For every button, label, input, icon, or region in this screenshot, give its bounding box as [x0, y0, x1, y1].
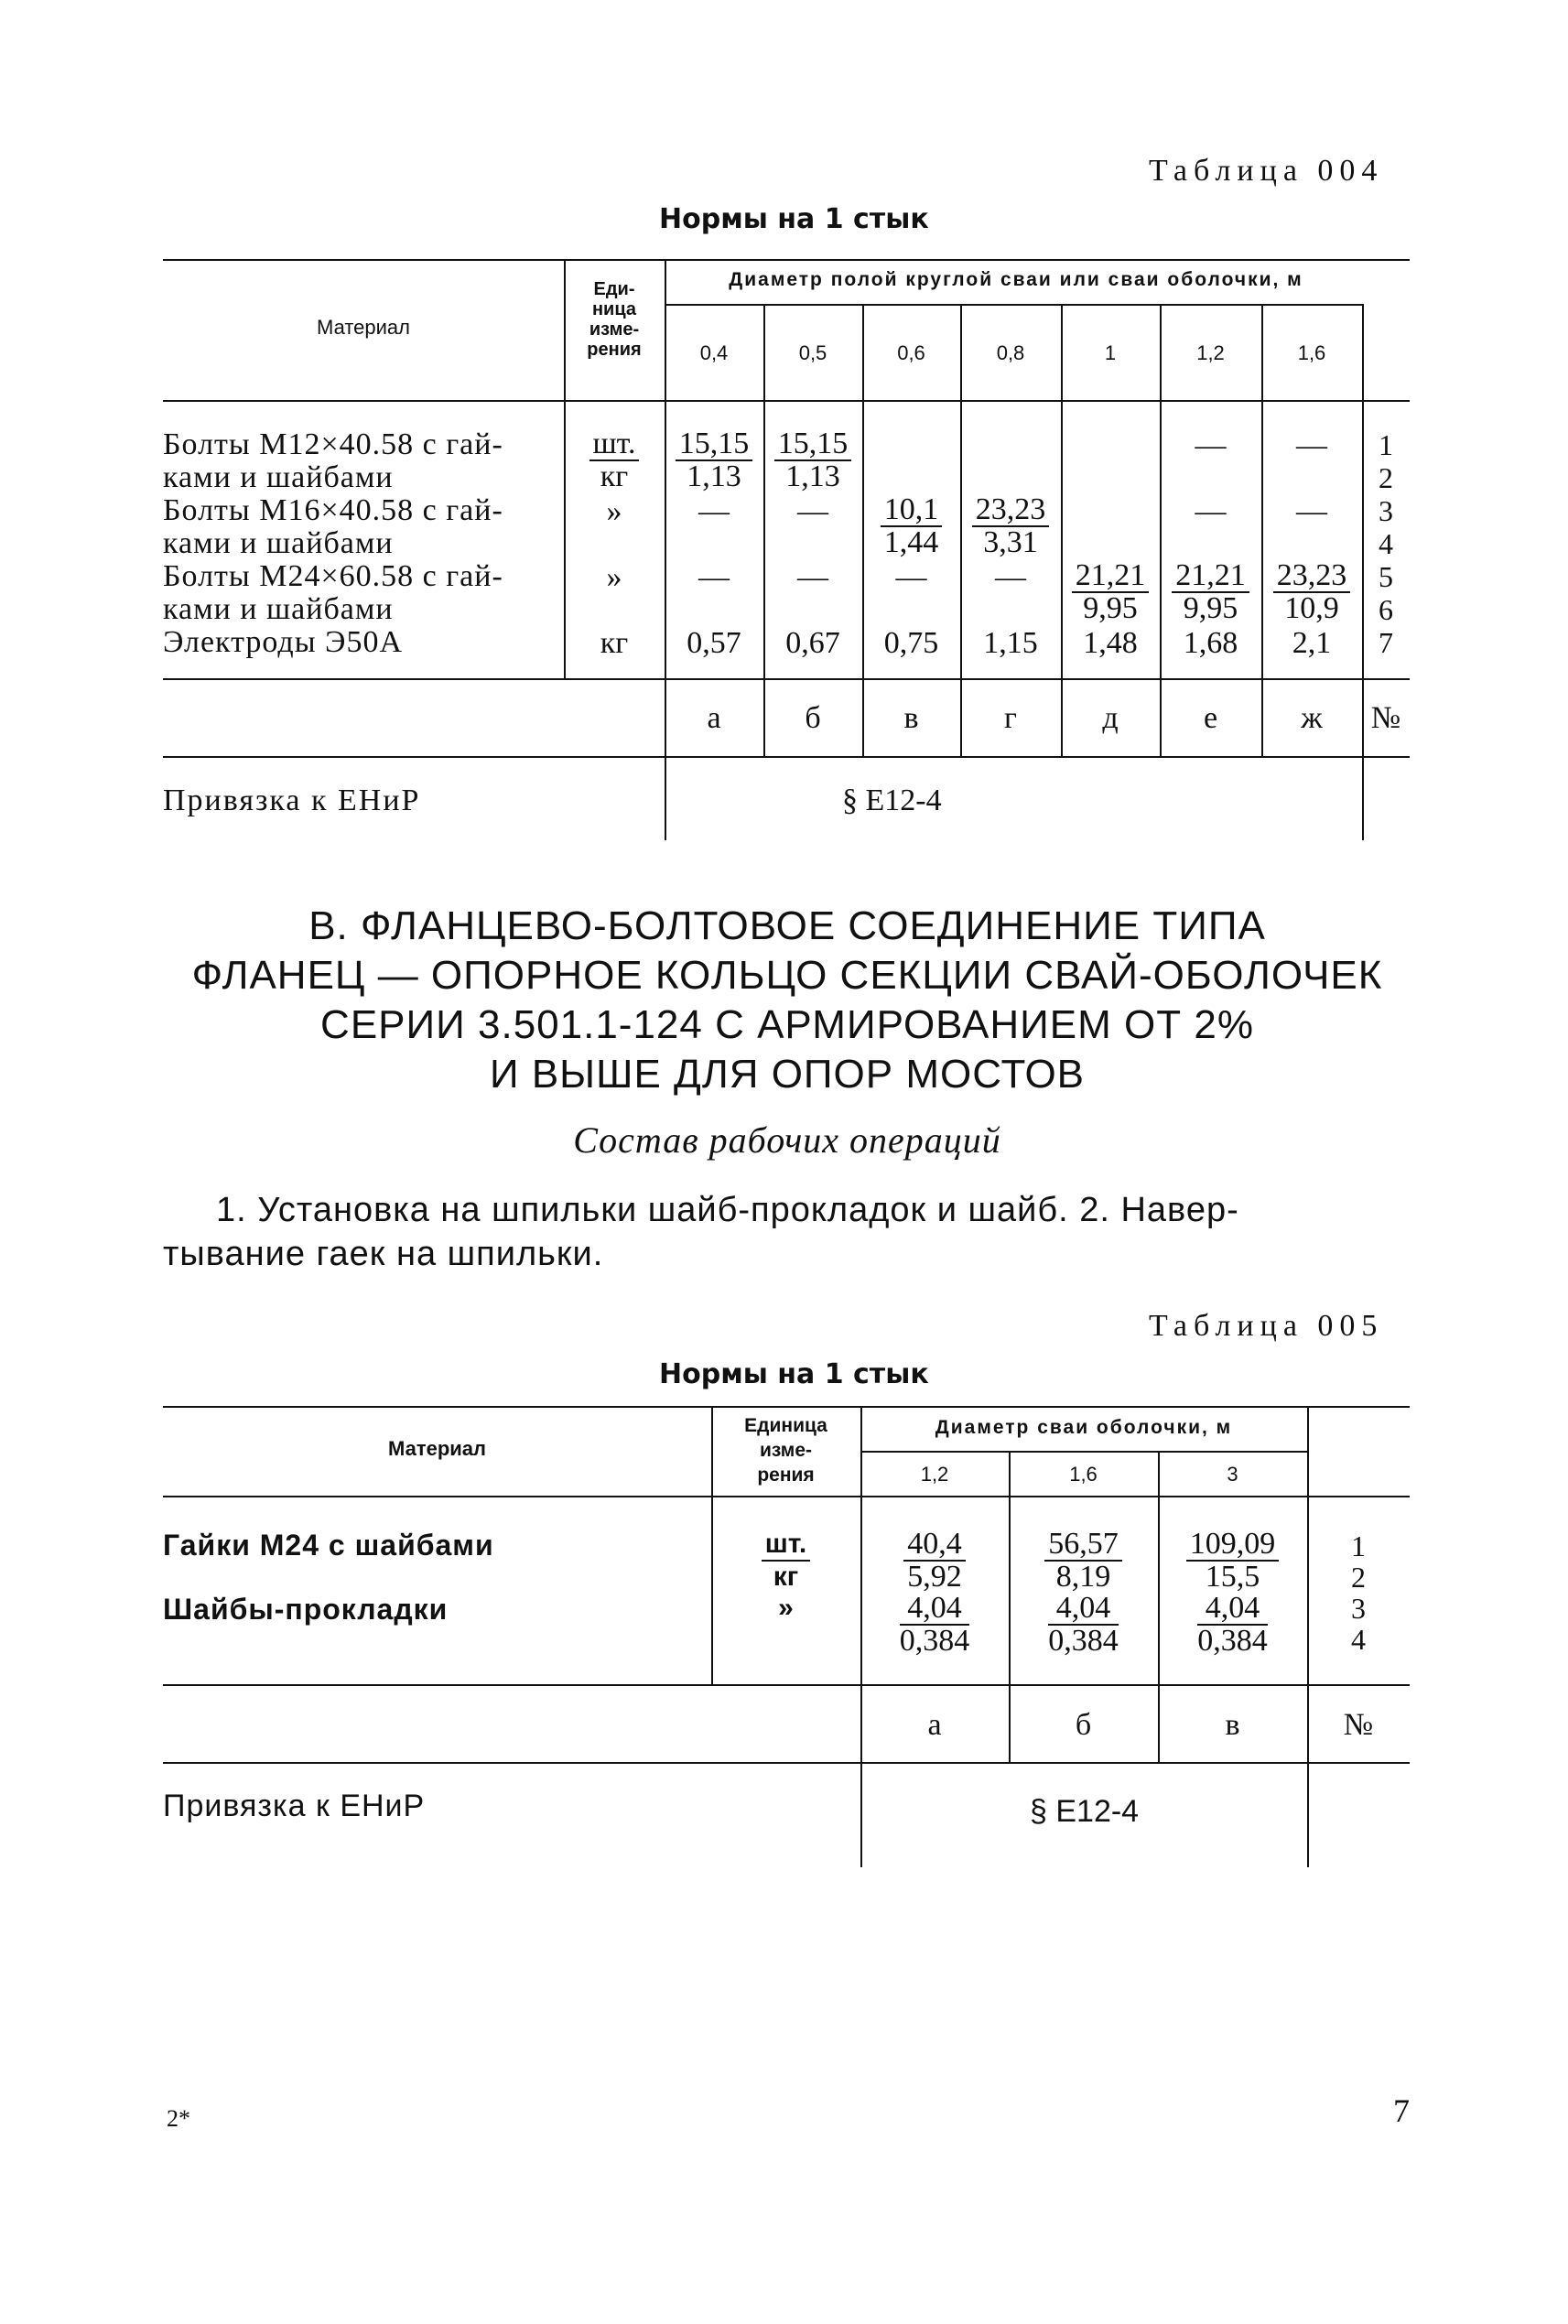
reference-value: § Е12-4 — [1030, 1794, 1140, 1829]
table-label: Таблица 005 — [1149, 1309, 1384, 1343]
diameter-5: 1,2 — [1196, 341, 1225, 364]
page-number: 7 — [1393, 2092, 1410, 2129]
b24-zh: $\frac{23,23}{10,9}$ — [1261, 560, 1362, 626]
diameter-0: 1,2 — [920, 1463, 949, 1486]
el-b: 0,67 — [785, 626, 840, 660]
val-v-top: $\frac{109,09}{15,5}$ — [1158, 1529, 1307, 1594]
body-bottom-border — [163, 678, 1410, 680]
b12-e: — — [1195, 428, 1227, 462]
operations-text: 1. Установка на шпильки шайб-прокладок и шайб. 2. Навер- тывание гаек на шпильки. — [163, 1191, 1239, 1273]
number-sign: № — [1370, 701, 1401, 735]
diameter-4: 1 — [1104, 341, 1117, 364]
b16-a: — — [698, 494, 730, 528]
b16-b: — — [797, 494, 828, 528]
table-subtitle: Нормы на 1 стык — [659, 1358, 929, 1390]
b16-v: $\frac{10,1}{1,44}$ — [862, 494, 960, 560]
unit-ditto-2: » — [606, 560, 622, 594]
row-numbers: 1 2 3 4 — [1351, 1530, 1366, 1656]
b16-zh: — — [1296, 494, 1327, 528]
b12-b: $\frac{15,15}{1,13}$ — [763, 428, 862, 494]
unit-pcs: $\frac{шт.}{кг}$ — [711, 1529, 860, 1593]
table-label: Таблица 004 — [1149, 154, 1384, 188]
b24-e: $\frac{21,21}{9,95}$ — [1160, 560, 1261, 626]
table-004 — [0, 0, 1568, 879]
header-diameter: Диаметр сваи оболочки, м — [935, 1417, 1233, 1438]
col-letter-v: в — [1225, 1708, 1240, 1742]
diameter-6: 1,6 — [1297, 341, 1326, 364]
b16-g: $\frac{23,23}{3,31}$ — [960, 494, 1061, 560]
table-top-border — [163, 259, 1410, 261]
reference-label: Привязка к ЕНиР — [163, 784, 421, 817]
table-top-border — [163, 1406, 1410, 1408]
col-letter-b: б — [1075, 1708, 1092, 1742]
b12-a: $\frac{15,15}{1,13}$ — [665, 428, 763, 494]
number-sign: № — [1343, 1708, 1374, 1742]
header-material: Материал — [317, 316, 410, 339]
b24-a: — — [698, 560, 730, 594]
material-list: Болты М12×40.58 с гай- ками и шайбами Болты М16×40.58 с гай- ками и шайбами Болты М24×60.58 с гай- ками и шайбами Электроды Э50А — [163, 427, 503, 659]
letters-bottom-border — [163, 756, 1410, 758]
val-v-bottom: $\frac{4,04}{0,384}$ — [1197, 1591, 1268, 1658]
col-letter-a: а — [707, 701, 721, 735]
el-e: 1,68 — [1183, 626, 1238, 660]
col-letter-g: г — [1004, 701, 1017, 735]
reference-label: Привязка к ЕНиР — [163, 1789, 426, 1823]
diameter-0: 0,4 — [699, 341, 729, 364]
diameter-3: 0,8 — [996, 341, 1025, 364]
row-numbers: 1 2 3 4 5 6 7 — [1379, 428, 1393, 659]
b12-zh: — — [1296, 428, 1327, 462]
val-a-top: $\frac{40,4}{5,92}$ — [860, 1529, 1009, 1594]
el-d: 1,48 — [1083, 626, 1138, 660]
header-sub-border — [860, 1451, 1307, 1453]
col-letter-zh: ж — [1301, 701, 1323, 735]
material-washers: Шайбы-прокладки — [163, 1593, 449, 1626]
col-letter-d: д — [1102, 701, 1119, 735]
val-b-bottom: $\frac{4,04}{0,384}$ — [1048, 1591, 1119, 1658]
el-zh: 2,1 — [1292, 626, 1332, 660]
unit-kg: кг — [600, 626, 629, 660]
unit-ditto: » — [778, 1593, 794, 1623]
unit-pcs: $\frac{шт.}{кг}$ — [564, 428, 665, 492]
table-005 — [0, 1300, 1568, 1867]
header-unit: Еди- ница изме- рения — [587, 279, 642, 360]
val-b-top: $\frac{56,57}{8,19}$ — [1009, 1529, 1158, 1594]
col-letter-a: а — [927, 1708, 942, 1742]
header-bottom-border — [163, 1496, 1410, 1497]
header-material: Материал — [387, 1437, 486, 1460]
b24-v: — — [895, 560, 927, 594]
header-unit: Единица изме- рения — [744, 1415, 827, 1486]
diameter-1: 1,6 — [1069, 1463, 1098, 1486]
section-heading: В. ФЛАНЦЕВО-БОЛТОВОЕ СОЕДИНЕНИЕ ТИПА ФЛАНЕЦ — ОПОРНОЕ КОЛЬЦО СЕКЦИИ СВАЙ-ОБОЛОЧЕК СЕРИИ 3.501.1-124 С АРМИРОВАНИЕМ ОТ 2% И ВЫШЕ ДЛЯ ОПОР МОСТОВ — [191, 903, 1383, 1097]
col-letter-b: б — [805, 701, 821, 735]
header-bottom-border — [163, 400, 1410, 402]
el-g: 1,15 — [983, 626, 1038, 660]
material-nuts: Гайки М24 с шайбами — [163, 1529, 494, 1562]
diameter-1: 0,5 — [798, 341, 827, 364]
val-a-bottom: $\frac{4,04}{0,384}$ — [899, 1591, 970, 1658]
unit-ditto-1: » — [606, 494, 622, 528]
col-letter-e: е — [1203, 701, 1218, 735]
b24-g: — — [995, 560, 1026, 594]
b24-d: $\frac{21,21}{9,95}$ — [1061, 560, 1160, 626]
operations-title: Состав рабочих операций — [573, 1119, 1001, 1161]
b16-e: — — [1195, 494, 1227, 528]
b24-b: — — [797, 560, 828, 594]
header-diameter: Диаметр полой круглой сваи или сваи оболочки, м — [729, 269, 1303, 290]
el-v: 0,75 — [883, 626, 939, 660]
table-subtitle: Нормы на 1 стык — [659, 203, 929, 235]
el-a: 0,57 — [687, 626, 741, 660]
body-bottom-border — [163, 1684, 1410, 1686]
reference-value: § Е12-4 — [842, 784, 942, 817]
signature-mark: 2* — [167, 2105, 190, 2132]
header-sub-border — [665, 304, 1362, 306]
letters-bottom-border — [163, 1762, 1410, 1764]
diameter-2: 3 — [1227, 1463, 1238, 1486]
col-letter-v: в — [903, 701, 919, 735]
diameter-2: 0,6 — [897, 341, 925, 364]
